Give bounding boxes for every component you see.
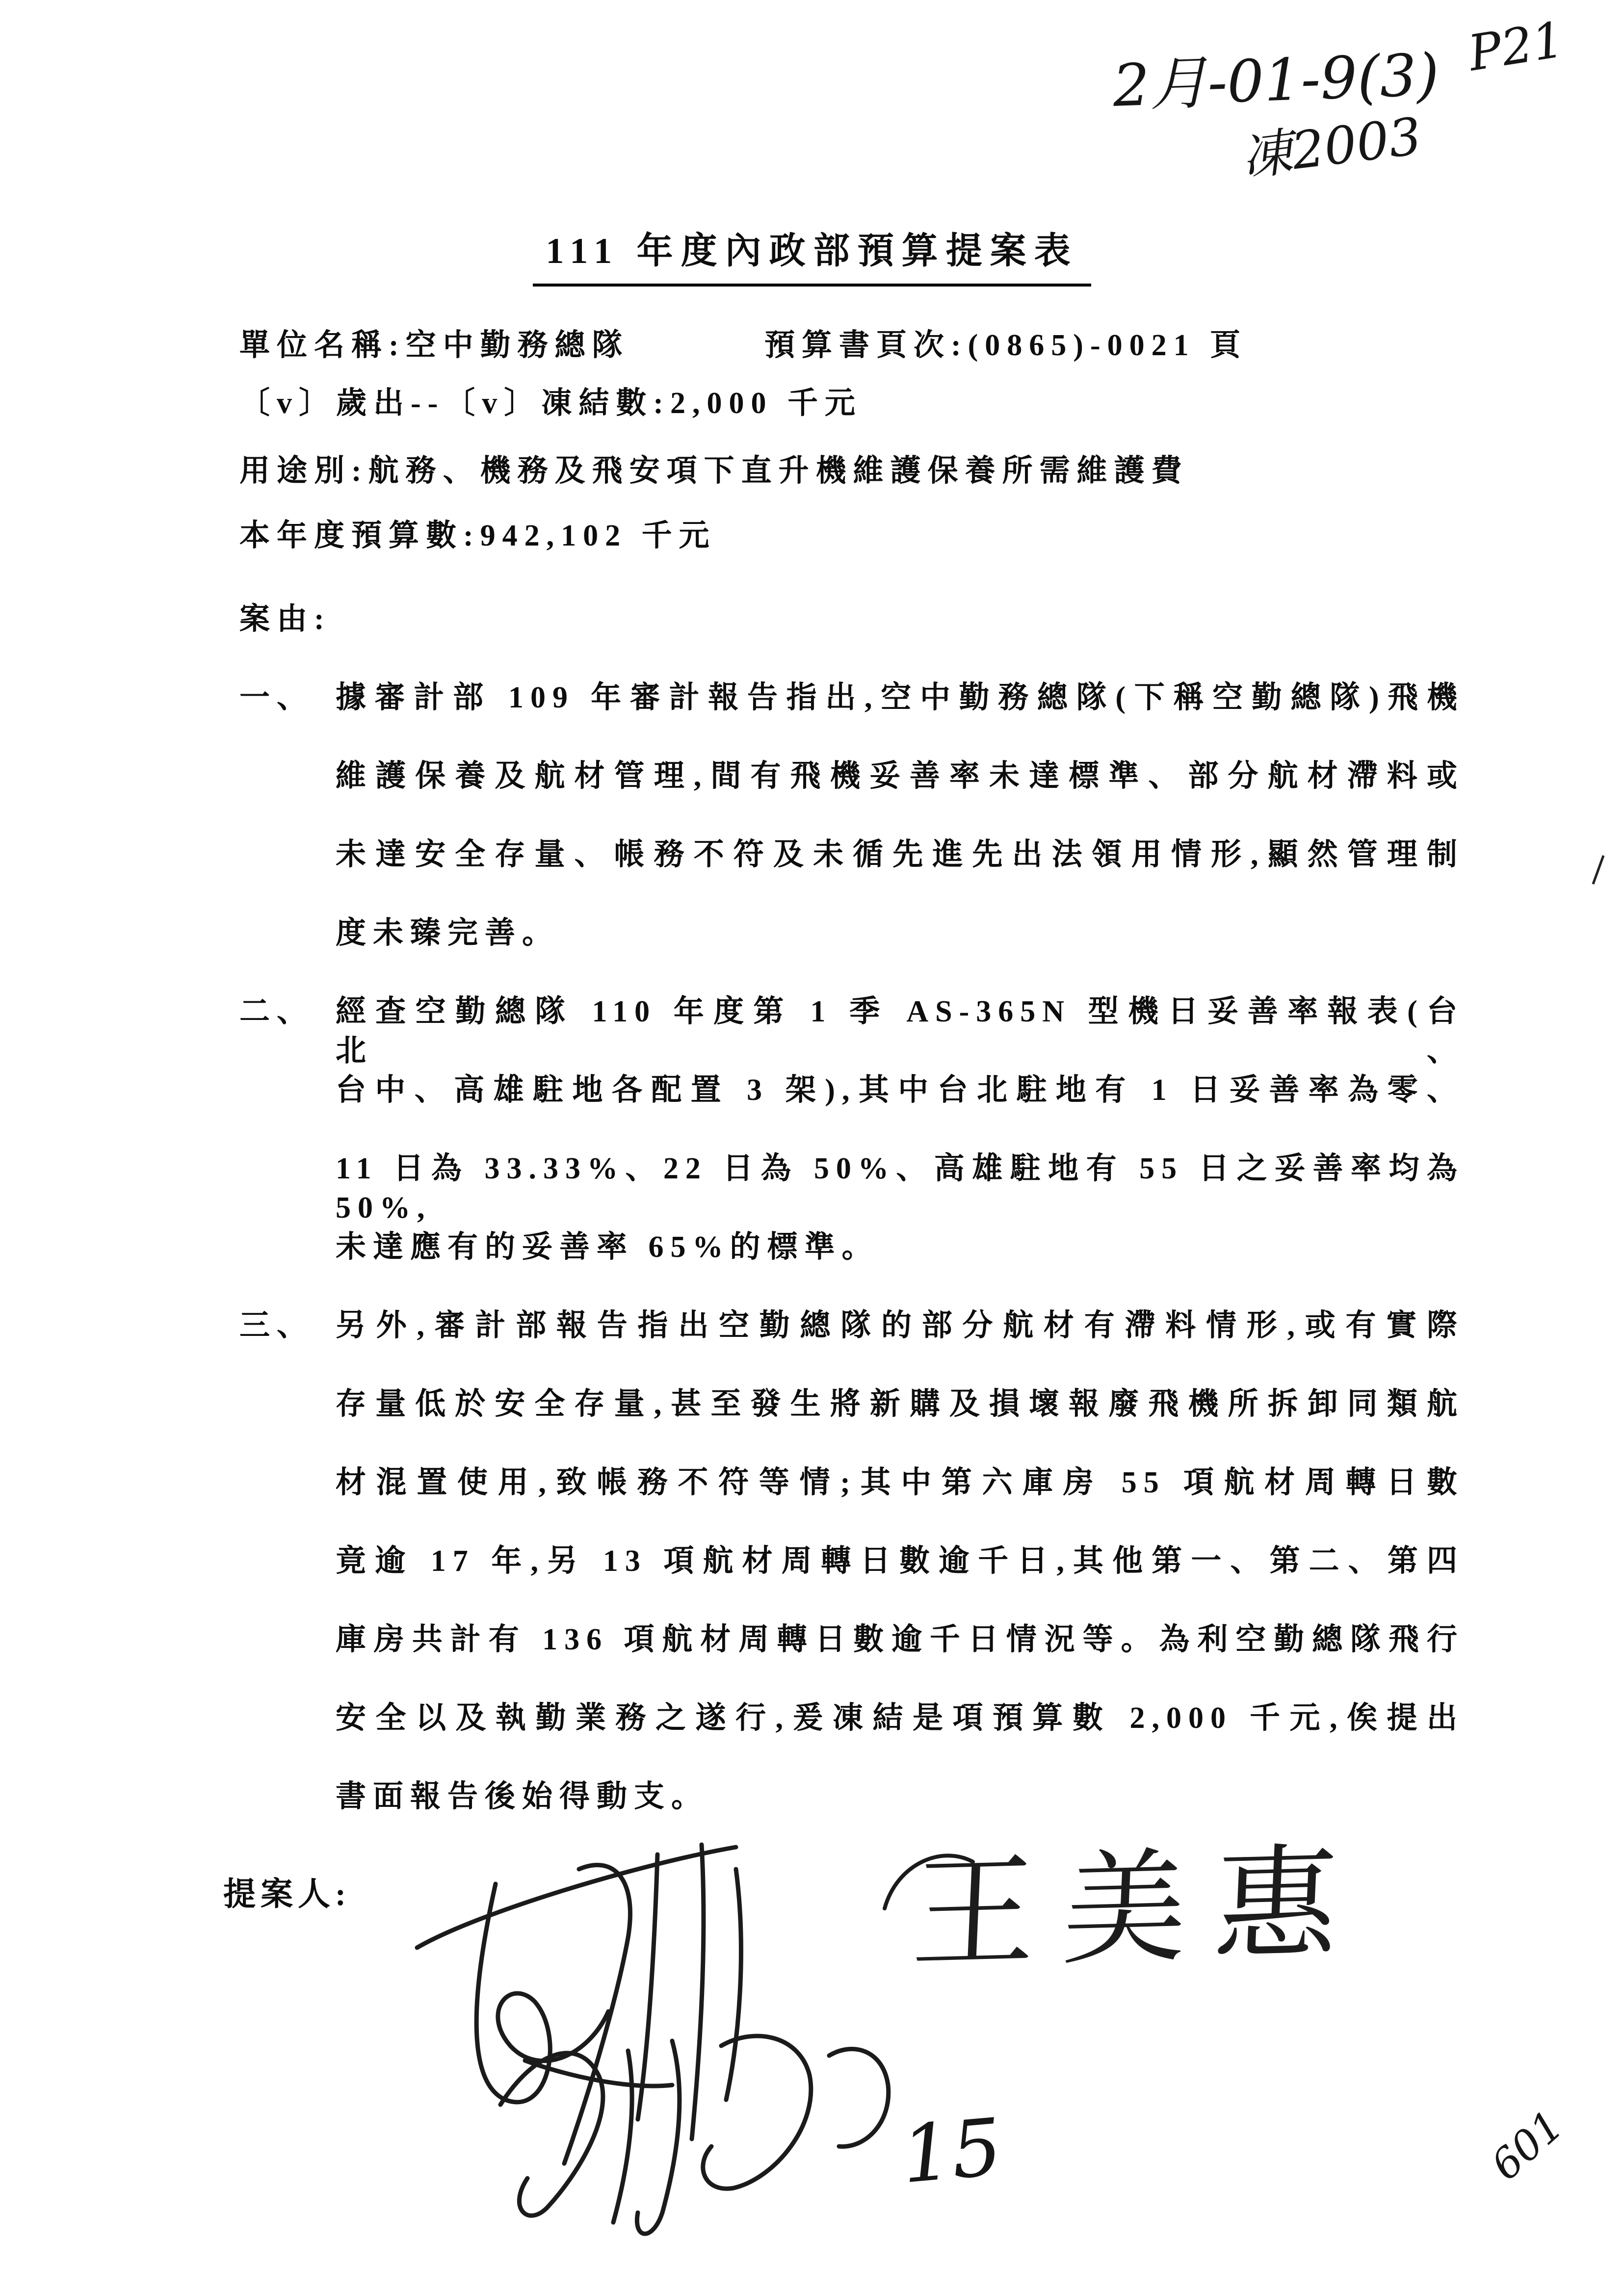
item-2-line-3: 11 日為 33.33%、22 日為 50%、高雄駐地有 55 日之妥善率均為 50%, <box>336 1152 1464 1225</box>
item-2-line-1: 經查空勤總隊 110 年度第 1 季 AS-365N 型機日妥善率報表(台北、 <box>336 995 1464 1068</box>
unit-name-field: 單位名稱:空中勤務總隊 <box>239 329 629 362</box>
item-2-number: 二、 <box>239 995 314 1028</box>
item-1-line-2: 維護保養及航材管理,間有飛機妥善率未達標準、部分航材滯料或 <box>336 759 1464 793</box>
handwritten-freeze-code: 凍2003 <box>1237 105 1425 187</box>
item-3-number: 三、 <box>239 1309 314 1342</box>
page-title-text: 111 年度內政部預算提案表 <box>533 222 1091 287</box>
item-3-line-7: 書面報告後始得動支。 <box>336 1780 709 1813</box>
proposer-label: 提案人: <box>223 1877 351 1912</box>
item-1-line-4: 度未臻完善。 <box>336 916 560 950</box>
item-3-line-6: 安全以及執勤業務之遂行,爰凍結是項預算數 2,000 千元,俟提出 <box>336 1701 1464 1735</box>
handwritten-ref-number: 2月-01-9(3) <box>1111 40 1441 120</box>
item-3-line-5: 庫房共計有 136 項航材周轉日數逾千日情況等。為利空勤總隊飛行 <box>336 1623 1464 1656</box>
item-3-line-1: 另外,審計部報告指出空勤總隊的部分航材有滯料情形,或有實際 <box>336 1309 1464 1342</box>
scan-artifact-mark <box>1592 855 1605 885</box>
annual-budget-field: 本年度預算數:942,102 千元 <box>239 519 716 552</box>
item-1-line-3: 未達安全存量、帳務不符及未循先進先出法領用情形,顯然管理制 <box>336 838 1464 871</box>
handwritten-page-code: P21 <box>1465 10 1568 82</box>
signature-wang-mei-hui: 王美惠 <box>909 1830 1369 1987</box>
handwritten-corner-number: 601 <box>1482 2101 1572 2190</box>
budget-book-page-field: 預算書頁次:(0865)-0021 頁 <box>764 329 1248 362</box>
item-3-line-3: 材混置使用,致帳務不符等情;其中第六庫房 55 項航材周轉日數 <box>336 1466 1464 1499</box>
item-2-line-4: 未達應有的妥善率 65%的標準。 <box>336 1230 879 1264</box>
page-title <box>0 222 1624 287</box>
item-1-line-1: 據審計部 109 年審計報告指出,空中勤務總隊(下稱空勤總隊)飛機 <box>336 681 1464 714</box>
signature-scrawl-2 <box>466 2016 908 2252</box>
expenditure-freeze-checkbox-line: 〔v〕歲出--〔v〕凍結數:2,000 千元 <box>239 387 862 420</box>
item-3-line-2: 存量低於安全存量,甚至發生將新購及損壞報廢飛機所拆卸同類航 <box>336 1387 1464 1421</box>
case-label: 案由: <box>239 602 331 636</box>
item-3-line-4: 竟逾 17 年,另 13 項航材周轉日數逾千日,其他第一、第二、第四 <box>336 1544 1464 1578</box>
usage-category-field: 用途別:航務、機務及飛安項下直升機維護保養所需維護費 <box>239 454 1189 488</box>
item-1-number: 一、 <box>239 681 314 714</box>
handwritten-number-15: 15 <box>898 2101 1006 2201</box>
item-2-line-2: 台中、高雄駐地各配置 3 架),其中台北駐地有 1 日妥善率為零、 <box>336 1073 1464 1107</box>
